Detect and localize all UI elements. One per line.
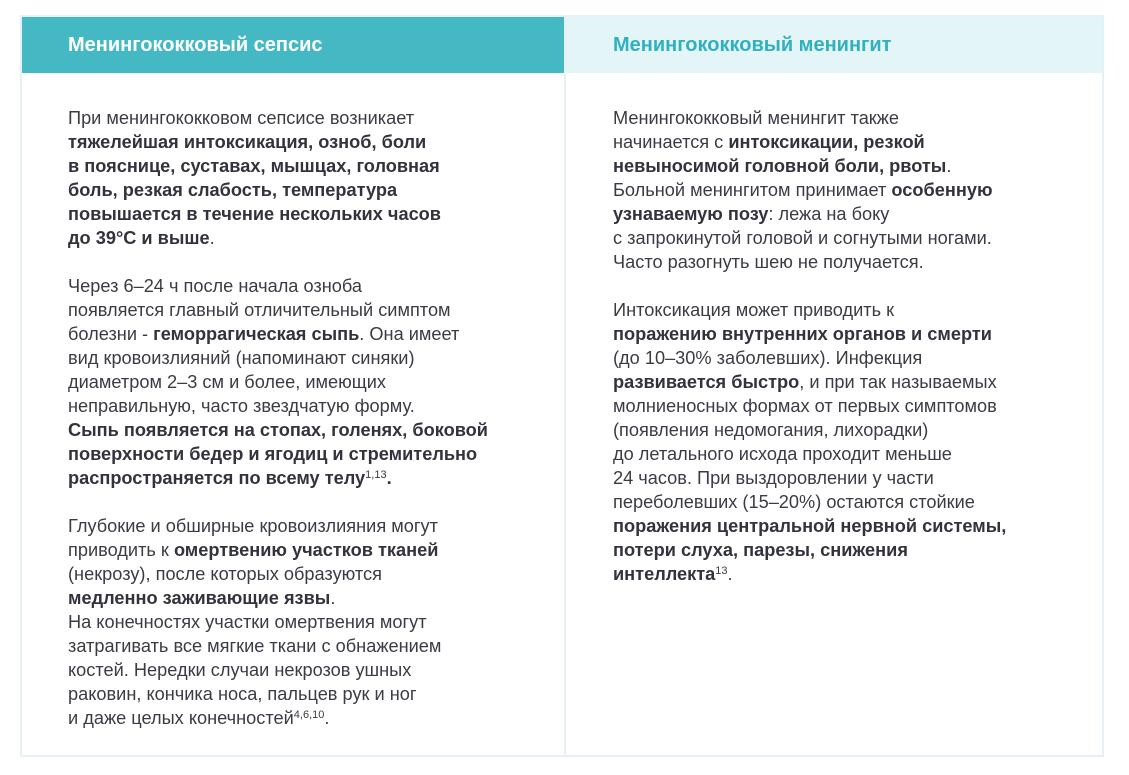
text-segment: . bbox=[330, 588, 336, 608]
text-segment: . bbox=[324, 708, 330, 728]
text-segment: Менингококковый менингит также bbox=[613, 108, 900, 128]
sepsis-title: Менингококковый сепсис bbox=[68, 33, 323, 56]
text-segment: Больной менингитом принимает bbox=[613, 180, 892, 200]
sepsis-header bbox=[22, 17, 564, 73]
bold-text: в пояснице, суставах, мышцах, головная bbox=[68, 156, 440, 176]
text-segment: Интоксикация может приводить к bbox=[613, 300, 895, 320]
bold-text: узнаваемую позу bbox=[613, 204, 769, 224]
meningitis-body bbox=[566, 73, 1102, 586]
paragraph bbox=[68, 106, 540, 250]
meningitis-column bbox=[566, 17, 1102, 755]
bold-text: развивается быстро bbox=[613, 372, 800, 392]
text-segment: . Она имеет bbox=[359, 324, 460, 344]
text-segment: костей. Нередки случаи некрозов ушных bbox=[68, 660, 412, 680]
bold-text: интеллекта bbox=[613, 564, 716, 584]
text-segment: Часто разогнуть шею не получается. bbox=[613, 252, 924, 272]
paragraph bbox=[68, 514, 540, 730]
text-segment: с запрокинутой головой и согнутыми ногами. bbox=[613, 228, 992, 248]
bold-text: поверхности бедер и ягодиц и стремительно bbox=[68, 444, 478, 464]
text-segment: диаметром 2–3 см и более, имеющих bbox=[68, 372, 386, 392]
bold-text: геморрагическая сыпь bbox=[153, 324, 360, 344]
text-segment: начинается с bbox=[613, 132, 729, 152]
text-segment: : лежа на боку bbox=[768, 204, 890, 224]
text-segment: приводить к bbox=[68, 540, 174, 560]
bold-text: медленно заживающие язвы bbox=[68, 588, 331, 608]
meningitis-header bbox=[566, 17, 1102, 73]
text-segment: и даже целых конечностей bbox=[68, 708, 294, 728]
reference-superscript: 4,6,10 bbox=[293, 709, 325, 721]
bold-text: интоксикации, резкой bbox=[728, 132, 925, 152]
reference-superscript: 13 bbox=[715, 565, 728, 577]
reference-superscript: 1,13 bbox=[365, 469, 387, 481]
text-segment: (до 10–30% заболевших). Инфекция bbox=[613, 348, 923, 368]
bold-text: до 39°C и выше bbox=[68, 228, 210, 248]
text-segment: . bbox=[209, 228, 215, 248]
bold-text: особенную bbox=[891, 180, 993, 200]
text-segment: (некрозу), после которых образуются bbox=[68, 564, 382, 584]
bold-text: распространяется по всему телу bbox=[68, 468, 366, 488]
text-segment: появляется главный отличительный симптом bbox=[68, 300, 451, 320]
paragraph bbox=[613, 106, 1078, 274]
text-segment: Глубокие и обширные кровоизлияния могут bbox=[68, 516, 438, 536]
paragraph bbox=[68, 274, 540, 490]
text-segment: (появления недомогания, лихорадки) bbox=[613, 420, 929, 440]
bold-text: поражения центральной нервной системы, bbox=[613, 516, 1007, 536]
bold-text: тяжелейшая интоксикация, озноб, боли bbox=[68, 132, 427, 152]
text-segment: неправильную, часто звездчатую форму. bbox=[68, 396, 415, 416]
text-segment: , и при так называемых bbox=[799, 372, 997, 392]
bold-text: повышается в течение нескольких часов bbox=[68, 204, 441, 224]
bold-text: потери слуха, парезы, снижения bbox=[613, 540, 908, 560]
comparison-table bbox=[20, 15, 1104, 757]
bold-text: поражению внутренних органов и смерти bbox=[613, 324, 992, 344]
paragraph bbox=[613, 298, 1078, 586]
text-segment: вид кровоизлияний (напоминают синяки) bbox=[68, 348, 415, 368]
bold-text: Сыпь появляется на стопах, голенях, боковой bbox=[68, 420, 488, 440]
bold-text: боль, резкая слабость, температура bbox=[68, 180, 398, 200]
text-segment: молниеносных формах от первых симптомов bbox=[613, 396, 997, 416]
text-segment: до летального исхода проходит меньше bbox=[613, 444, 952, 464]
bold-text: . bbox=[386, 468, 392, 488]
text-segment: раковин, кончика носа, пальцев рук и ног bbox=[68, 684, 417, 704]
text-segment: болезни - bbox=[68, 324, 154, 344]
text-segment: Через 6–24 ч после начала озноба bbox=[68, 276, 362, 296]
text-segment: На конечностях участки омертвения могут bbox=[68, 612, 427, 632]
text-segment: затрагивать все мягкие ткани с обнажением bbox=[68, 636, 442, 656]
text-segment: 24 часов. При выздоровлении у части bbox=[613, 468, 934, 488]
sepsis-column bbox=[22, 17, 566, 755]
sepsis-body bbox=[22, 73, 564, 730]
bold-text: омертвению участков тканей bbox=[173, 540, 439, 560]
text-segment: . bbox=[727, 564, 733, 584]
text-segment: При менингококковом сепсисе возникает bbox=[68, 108, 415, 128]
bold-text: невыносимой головной боли, рвоты bbox=[613, 156, 947, 176]
text-segment: переболевших (15–20%) остаются стойкие bbox=[613, 492, 975, 512]
meningitis-title: Менингококковый менингит bbox=[613, 33, 892, 56]
text-segment: . bbox=[946, 156, 952, 176]
